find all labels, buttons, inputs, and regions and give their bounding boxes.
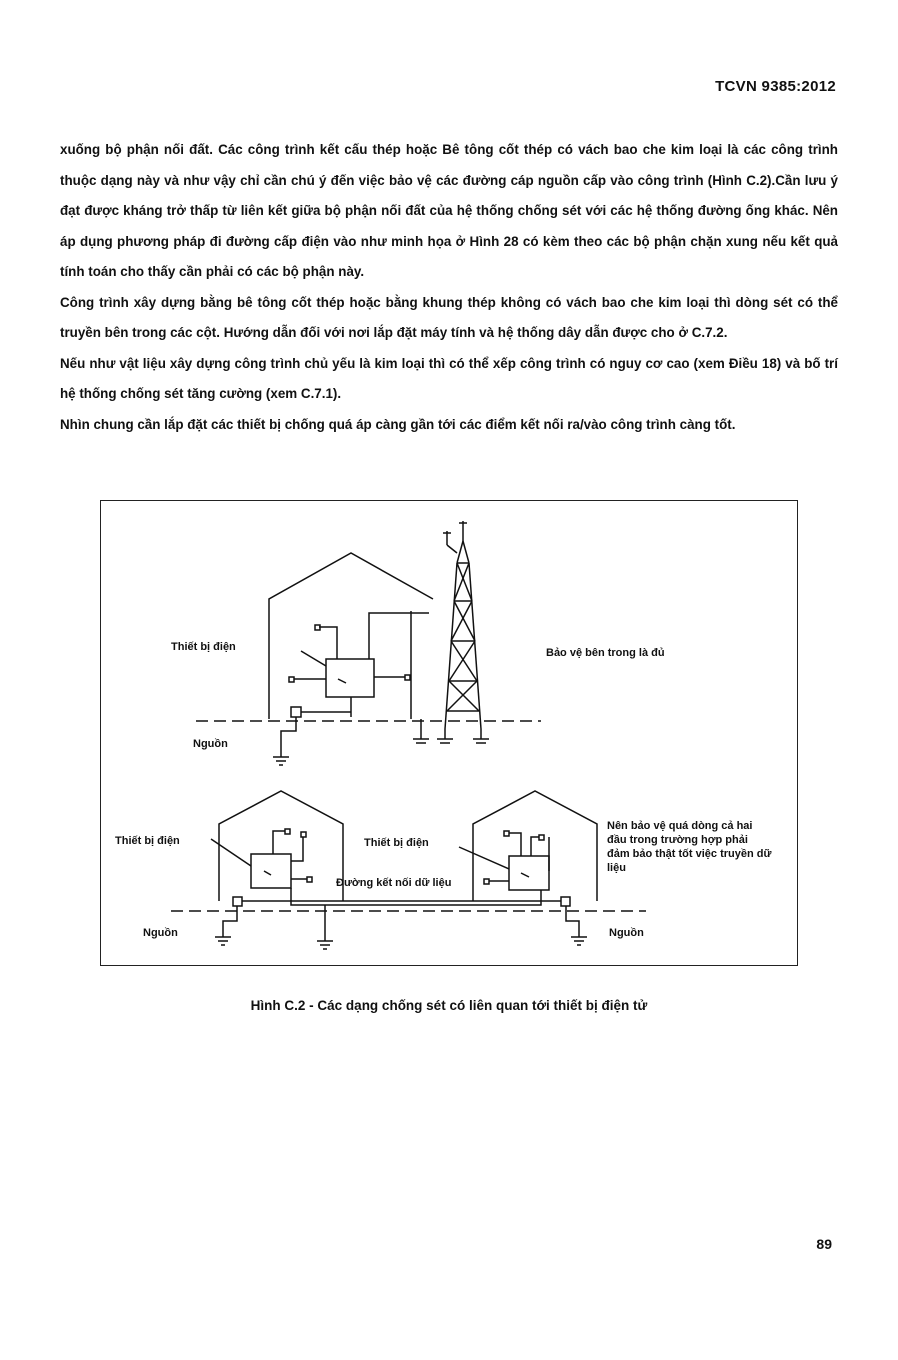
paragraph: Công trình xây dựng bằng bê tông cốt thép hoặc bằng khung thép không có vách bao che kim loại thì dòng sét có thể truyền bên trong các cột. Hướng dẫn đối với nơi lắp đặt máy tính và hệ thống dây dẫn được cho ở C.7.2. — [60, 294, 838, 340]
top-device-box — [326, 659, 374, 697]
bottom-left-device-box — [251, 854, 291, 888]
data-link-label: Đường kết nối dữ liệu — [336, 877, 452, 889]
top-surge-protector — [291, 707, 301, 717]
top-ground-left — [273, 749, 289, 765]
bottom-left-source-label: Nguồn — [143, 927, 178, 939]
bottom-right-surge-protector — [561, 897, 570, 906]
standard-code: TCVN 9385:2012 — [715, 78, 836, 95]
top-source-label: Nguồn — [193, 738, 228, 750]
data-link-line — [291, 888, 541, 905]
bottom-right-house — [473, 791, 597, 901]
bottom-left-house — [219, 791, 343, 901]
top-device-label: Thiết bị điện — [171, 641, 236, 653]
bottom-left-surge-protector — [233, 897, 242, 906]
figure-caption: Hình C.2 - Các dạng chống sét có liên quan tới thiết bị điện tử — [250, 998, 648, 1013]
bottom-panel-note: Nên bảo vệ quá dòng cả hai đầu trong trường hợp phải đảm bảo thật tốt việc truyền dữ liệu — [607, 820, 772, 874]
bottom-right-device-box — [509, 856, 549, 890]
bottom-right-device-label: Thiết bị điện — [364, 837, 429, 849]
figure-c2 — [100, 500, 798, 966]
paragraph: Nếu như vật liệu xây dựng công trình chủ yếu là kim loại thì có thể xếp công trình có nguy cơ cao (xem Điều 18) và bố trí hệ thống chống sét tăng cường (xem C.7.1). — [60, 355, 838, 401]
bottom-right-source-label: Nguồn — [609, 927, 644, 939]
paragraph: xuống bộ phận nối đất. Các công trình kết cấu thép hoặc Bê tông cốt thép có vách bao che kim loại là các công trình thuộc dạng này và như vậy chỉ cần chú ý đến việc bảo vệ các đường cáp nguồn cấp vào công trình (Hình C.2).Cần lưu ý đạt được kháng trở thấp từ liên kết giữa bộ phận nối đất của hệ thống chống sét với các hệ thống đường ống khác. Nên áp dụng phương pháp đi đường cấp điện vào như minh họa ở Hình 28 có kèm theo các bộ phận chặn xung nếu kết quả tính toán cho thấy cần phải có các bộ phận này. — [60, 142, 838, 279]
paragraph: Nhìn chung cần lắp đặt các thiết bị chống quá áp càng gần tới các điểm kết nối ra/vào công trình càng tốt. — [60, 416, 736, 432]
antenna-tower — [443, 521, 481, 729]
top-house — [269, 553, 433, 719]
tower-grounds — [413, 719, 489, 743]
top-panel-note: Bảo vệ bên trong là đủ — [546, 647, 665, 659]
bottom-left-device-label: Thiết bị điện — [115, 835, 180, 847]
body-text — [60, 135, 838, 440]
figure-diagram — [101, 501, 799, 967]
page-number: 89 — [816, 1236, 832, 1252]
